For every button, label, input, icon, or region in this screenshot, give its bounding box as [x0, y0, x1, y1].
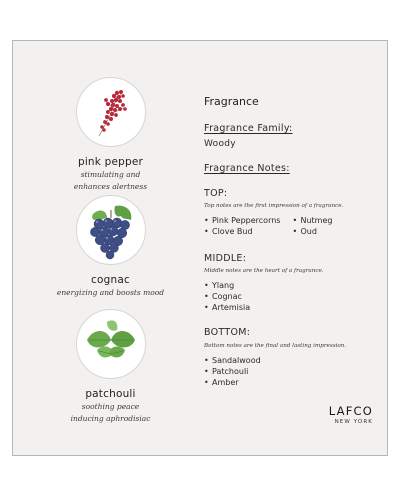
list-item: • Pink Peppercorns	[204, 216, 281, 225]
top-notes-column-2	[292, 215, 332, 237]
top-notes-column-1	[204, 215, 280, 237]
list-item: • Patchouli	[204, 367, 249, 376]
fragrance-card	[12, 40, 388, 456]
fragrance-notes-label: Fragrance Notes:	[204, 163, 290, 174]
bottom-notes-heading: BOTTOM:	[204, 327, 251, 338]
note-name: patchouli	[85, 388, 136, 400]
note-cognac	[13, 195, 208, 298]
middle-notes-heading: MIDDLE:	[204, 253, 247, 264]
patchouli-leaf-icon	[76, 309, 146, 379]
note-name: pink pepper	[77, 156, 144, 168]
fragrance-details	[204, 41, 384, 455]
note-description-line-2: enhances alertness	[73, 182, 148, 191]
brand-name: LAFCO	[328, 404, 373, 418]
fragrance-family-value: Woody	[204, 139, 236, 149]
top-notes-subtitle: Top notes are the first impression of a fragrance.	[204, 203, 344, 209]
list-item: • Nutmeg	[292, 216, 333, 225]
note-patchouli	[13, 309, 208, 424]
list-item: • Sandalwood	[204, 356, 261, 365]
section-title: Fragrance	[204, 95, 259, 108]
list-item: • Cognac	[204, 292, 242, 301]
list-item: • Clove Bud	[204, 227, 253, 236]
list-item: • Artemisia	[204, 303, 251, 312]
note-description-line-1: soothing peace	[81, 402, 140, 411]
bottom-notes-list	[204, 355, 261, 388]
note-description-line-1: energizing and boosts mood	[56, 288, 165, 297]
list-item: • Amber	[204, 378, 239, 387]
middle-notes-list	[204, 280, 250, 313]
top-notes-heading: TOP:	[204, 188, 228, 199]
brand-location: NEW YORK	[334, 419, 373, 425]
middle-notes-subtitle: Middle notes are the heart of a fragrance.	[204, 268, 324, 274]
notes-column	[13, 41, 208, 455]
fragrance-family-label: Fragrance Family:	[204, 123, 293, 134]
grapes-icon	[76, 195, 146, 265]
note-name: cognac	[91, 274, 130, 286]
pink-pepper-icon	[76, 77, 146, 147]
bottom-notes-subtitle: Bottom notes are the final and lasting impression.	[204, 343, 347, 349]
list-item: • Oud	[292, 227, 317, 236]
list-item: • Ylang	[204, 281, 235, 290]
note-description-line-1: stimulating and	[80, 170, 141, 179]
note-description-line-2: inducing aphrodisiac	[70, 414, 151, 423]
brand-logo	[329, 404, 373, 425]
top-notes-list	[204, 215, 332, 237]
note-pink-pepper	[13, 77, 208, 192]
